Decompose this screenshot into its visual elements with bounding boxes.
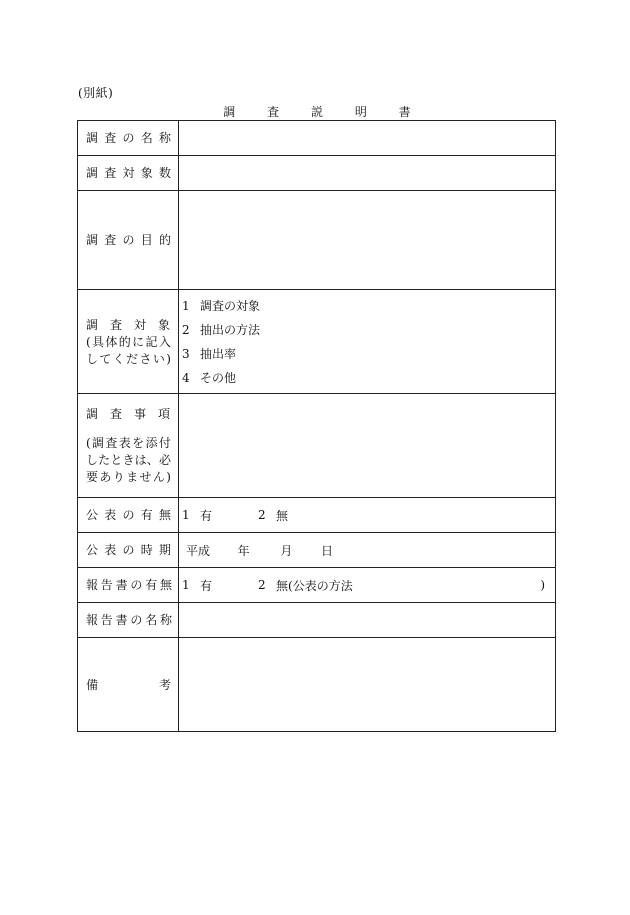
note-char: だ (126, 351, 139, 366)
field-target[interactable] (179, 290, 556, 394)
title-char: 査 (267, 105, 280, 119)
month-label: 月 (280, 543, 293, 558)
note-char: く (112, 351, 125, 366)
label-char: 名 (140, 131, 153, 145)
option-yes[interactable]: 有 (200, 578, 213, 593)
label-char: 調 (86, 233, 99, 247)
label-survey-name (78, 121, 179, 156)
field-remarks[interactable] (179, 638, 556, 732)
option-no[interactable]: 無(公表の方法 (276, 578, 353, 593)
note-char: 要 (86, 470, 99, 484)
note-char: 体 (105, 334, 118, 349)
title-char: 調 (223, 105, 236, 119)
target-items-list (179, 294, 555, 390)
row-target (78, 290, 556, 394)
label-char: 査 (109, 407, 122, 421)
row-report-exists (78, 568, 556, 603)
note-char: り (112, 470, 125, 484)
row-report-name (78, 603, 556, 638)
label-remarks (78, 638, 179, 732)
label-char: 事 (133, 407, 146, 421)
label-char: 目 (140, 233, 153, 247)
row-matters (78, 394, 556, 498)
label-char: 期 (158, 543, 171, 557)
note-char: せ (139, 470, 152, 484)
label-char: 象 (140, 166, 153, 180)
row-purpose (78, 191, 556, 290)
label-char: 報 (86, 613, 99, 627)
label-char: 公 (86, 543, 99, 557)
label-char: 査 (104, 233, 117, 247)
label-char: 調 (86, 166, 99, 180)
label-char: 時 (140, 543, 153, 557)
year-label: 年 (237, 543, 250, 558)
option-number: 1 (182, 508, 190, 522)
label-char: 名 (145, 613, 158, 627)
label-char: 項 (157, 407, 170, 421)
note-char: を (132, 436, 145, 450)
note-char: 調 (92, 436, 105, 450)
note-char: 記 (145, 334, 158, 349)
label-char: 有 (140, 508, 153, 522)
note-char: 、 (146, 453, 159, 467)
field-survey-name[interactable] (179, 121, 556, 156)
label-char: 報 (86, 578, 99, 592)
field-matters[interactable] (179, 394, 556, 498)
label-target-count (78, 156, 179, 191)
label-char: 有 (145, 578, 158, 592)
note-char: ) (166, 351, 171, 366)
close-paren: ) (540, 578, 545, 592)
label-char: 考 (158, 677, 171, 692)
note-char: し (86, 453, 99, 467)
label-char: 調 (86, 317, 99, 332)
survey-form-table (77, 120, 556, 732)
option-number: 2 (258, 578, 266, 592)
field-publish-time[interactable] (179, 533, 556, 568)
label-char: 査 (104, 166, 117, 180)
label-char: 数 (158, 166, 171, 180)
option-number: 1 (182, 578, 190, 592)
note-char: 査 (105, 436, 118, 450)
attachment-label: (別紙) (78, 86, 114, 100)
row-survey-name (78, 121, 556, 156)
label-char: 称 (158, 131, 171, 145)
label-purpose (78, 191, 179, 290)
label-char: 対 (122, 166, 135, 180)
field-report-name[interactable] (179, 603, 556, 638)
list-item: 2 抽出の方法 (182, 322, 261, 337)
option-yes[interactable]: 有 (200, 508, 213, 523)
note-char: 具 (92, 334, 105, 349)
note-char: に (132, 334, 145, 349)
label-char: 表 (104, 543, 117, 557)
label-char: の (130, 578, 143, 592)
note-char: 的 (118, 334, 131, 349)
label-char: の (122, 131, 135, 145)
label-char: 象 (157, 317, 170, 332)
note-char: た (98, 453, 111, 467)
label-char: の (122, 233, 135, 247)
label-char: 査 (104, 131, 117, 145)
note-char: は (134, 453, 147, 467)
row-publish-time (78, 533, 556, 568)
note-char: 添 (145, 436, 158, 450)
label-char: 書 (115, 578, 128, 592)
list-item: 4 その他 (182, 370, 237, 385)
list-item: 3 抽出率 (182, 346, 237, 361)
field-target-count[interactable] (179, 156, 556, 191)
label-char: の (122, 543, 135, 557)
document-title (78, 103, 556, 120)
label-report-name (78, 603, 179, 638)
note-char: 表 (118, 436, 131, 450)
row-publish-exists (78, 498, 556, 533)
label-report-exists (78, 568, 179, 603)
label-publish-exists (78, 498, 179, 533)
label-char: 告 (100, 578, 113, 592)
era-label: 平成 (186, 543, 211, 558)
note-char: し (86, 351, 99, 366)
note-char: 入 (158, 334, 171, 349)
label-char: 称 (159, 613, 172, 627)
note-char: ま (126, 470, 139, 484)
field-purpose[interactable] (179, 191, 556, 290)
label-char: 書 (115, 613, 128, 627)
label-char: 表 (104, 508, 117, 522)
label-matters (78, 394, 179, 498)
option-number: 2 (258, 508, 266, 522)
row-target-count (78, 156, 556, 191)
note-char: い (152, 351, 165, 366)
label-char: 告 (100, 613, 113, 627)
note-char: ( (86, 334, 91, 349)
title-char: 書 (398, 105, 411, 119)
list-item: 1 調査の対象 (182, 298, 261, 313)
row-remarks (78, 638, 556, 732)
note-char: と (110, 453, 123, 467)
label-char: 調 (86, 407, 99, 421)
field-publish-exists (179, 498, 556, 533)
label-char: の (130, 613, 143, 627)
note-char: き (122, 453, 135, 467)
field-report-exists (179, 568, 556, 603)
label-char: 無 (158, 508, 171, 522)
label-char: の (122, 508, 135, 522)
title-char: 説 (310, 105, 323, 119)
note-char: あ (99, 470, 112, 484)
label-target (78, 290, 179, 394)
label-char: 査 (109, 317, 122, 332)
label-char: 無 (159, 578, 172, 592)
title-char: 明 (354, 105, 367, 119)
note-char: ) (166, 470, 171, 484)
label-char: 公 (86, 508, 99, 522)
label-publish-time (78, 533, 179, 568)
option-no[interactable]: 無 (276, 508, 289, 523)
note-char: ( (86, 436, 91, 450)
day-label: 日 (321, 543, 334, 558)
label-char: 的 (158, 233, 171, 247)
note-char: ん (152, 470, 165, 484)
label-char: 調 (86, 131, 99, 145)
label-char: 対 (133, 317, 146, 332)
note-char: 必 (158, 453, 171, 467)
note-char: さ (139, 351, 152, 366)
note-char: て (99, 351, 112, 366)
label-char: 備 (86, 677, 99, 692)
note-char: 付 (158, 436, 171, 450)
